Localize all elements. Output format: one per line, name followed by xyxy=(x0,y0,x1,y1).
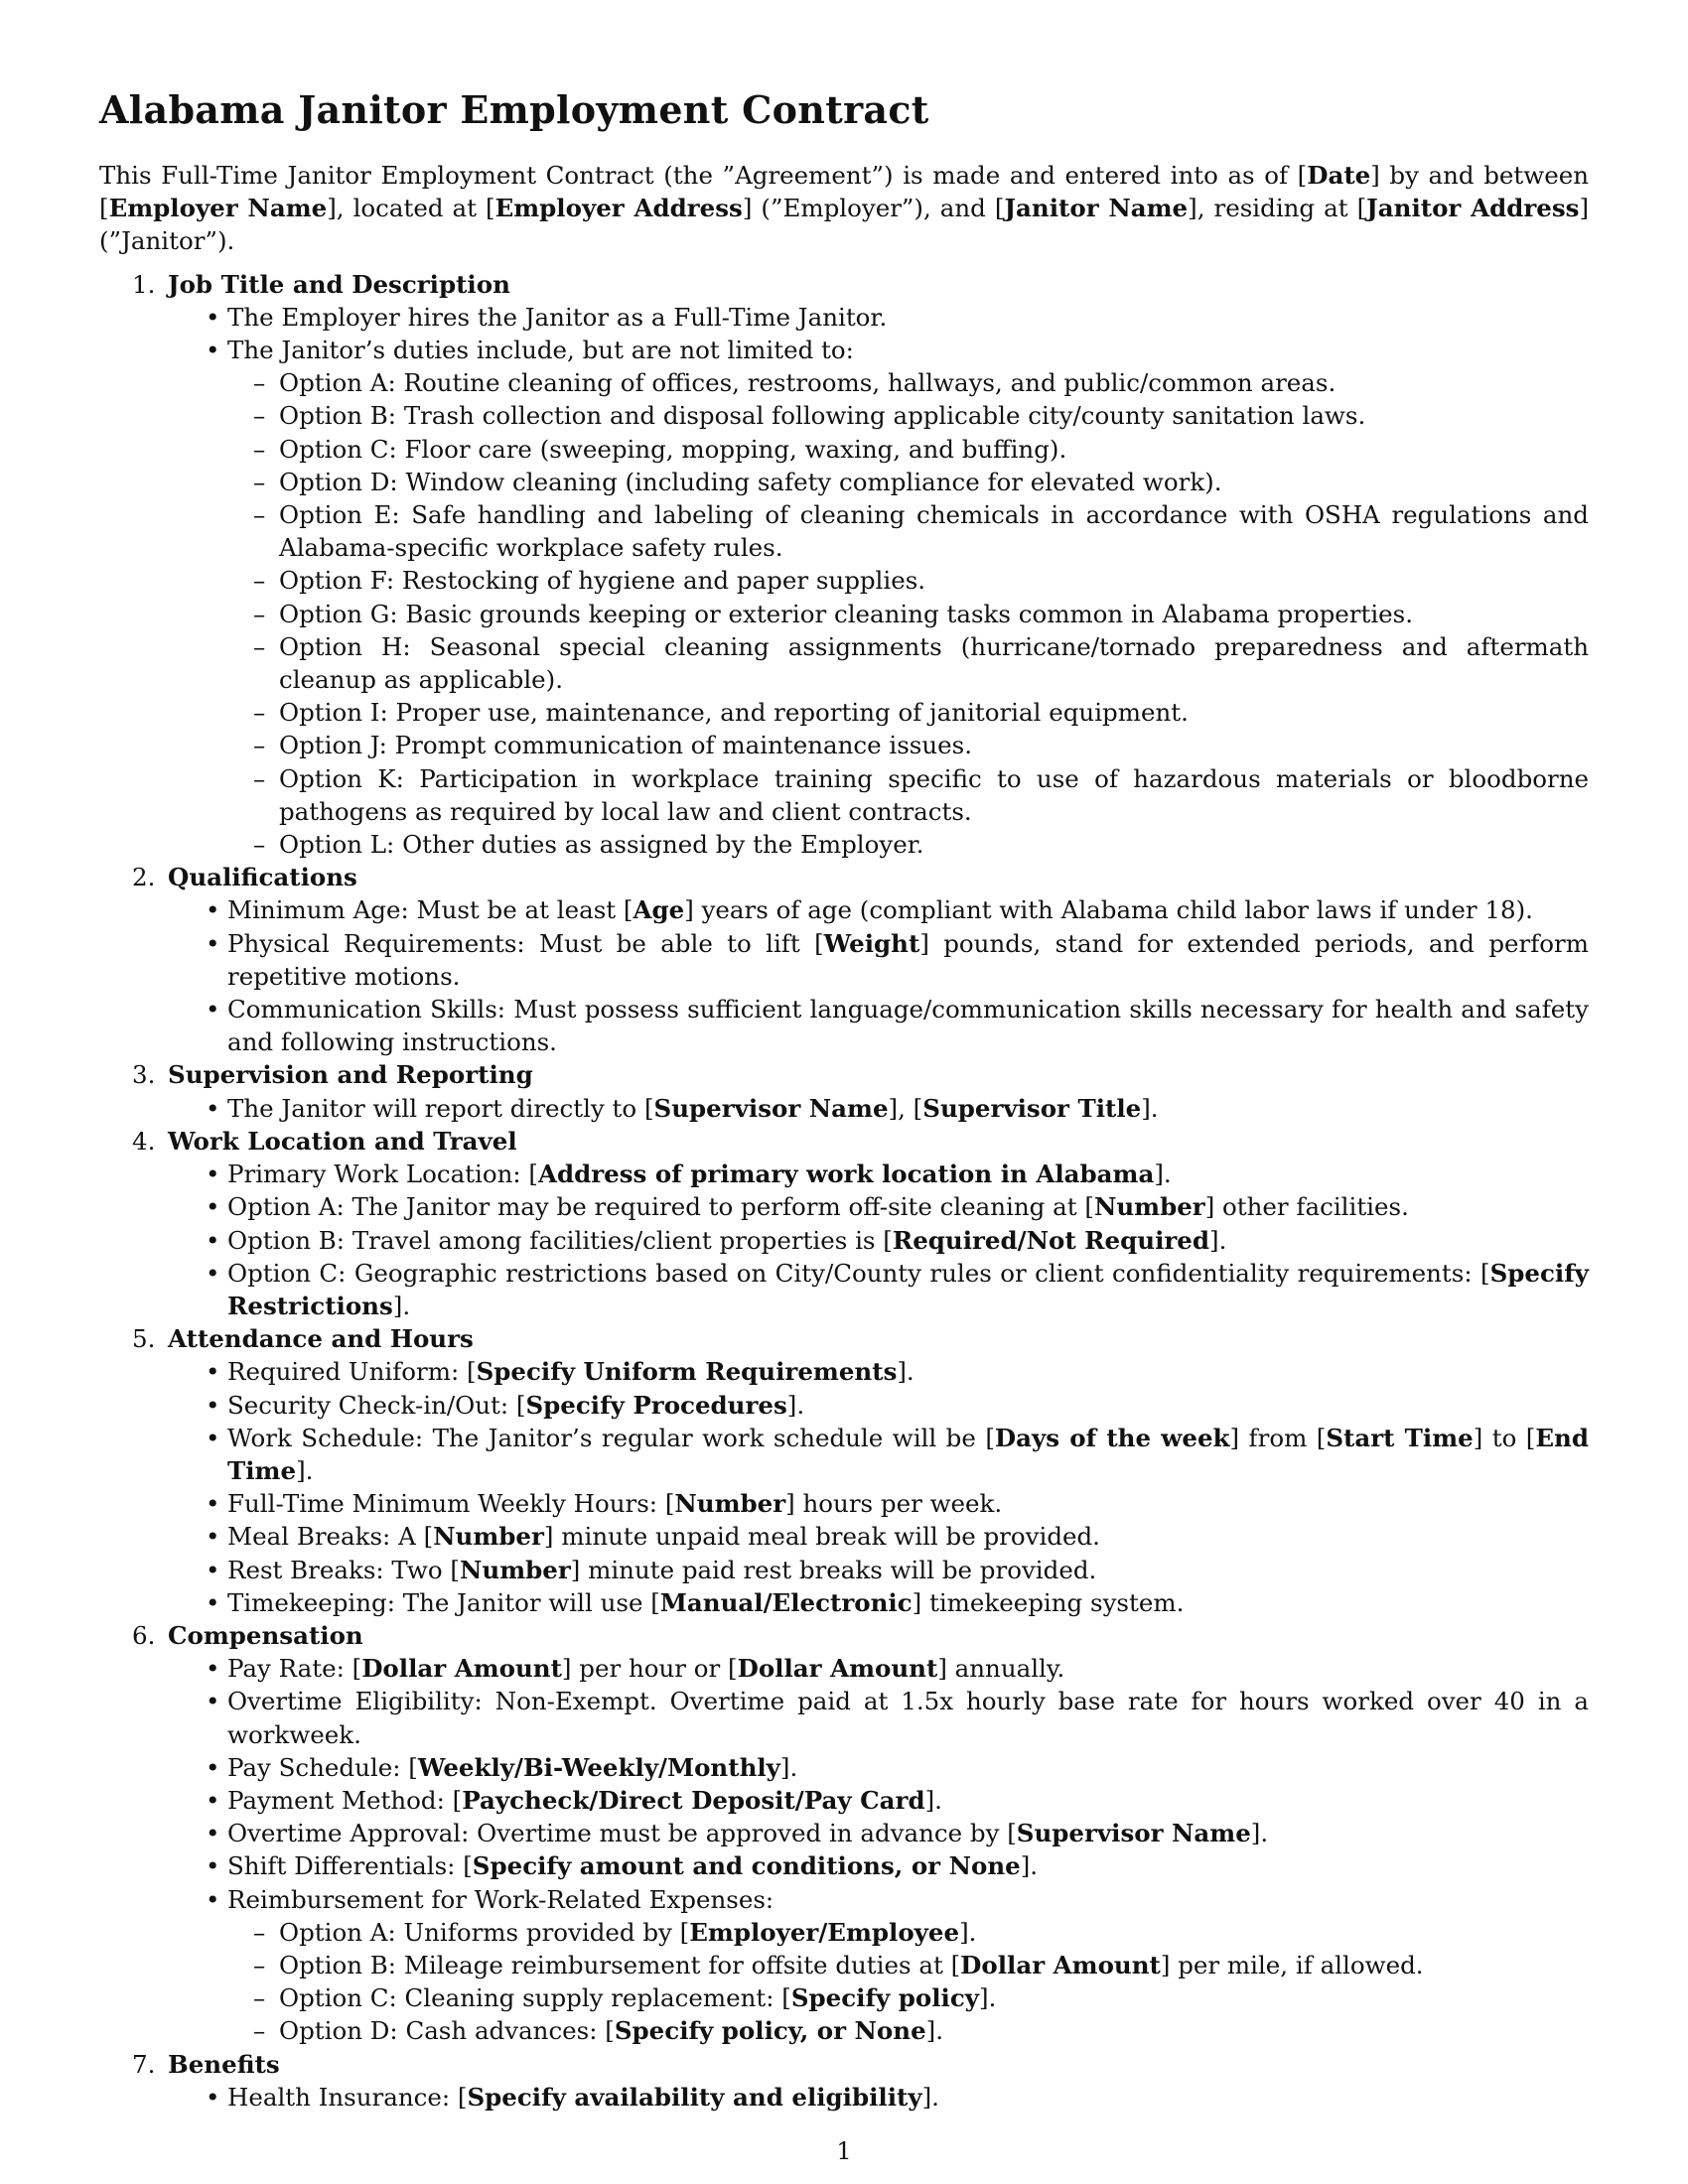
bullet-item xyxy=(227,1751,1589,1784)
document-page xyxy=(99,87,1589,2114)
text-run: ] years of age (compliant with Alabama child labor laws if under 18). xyxy=(684,895,1533,925)
placeholder-field: Employer/Employee xyxy=(689,1917,960,1947)
bullet-list xyxy=(168,301,1589,861)
bullet-item xyxy=(227,1355,1589,1388)
bullet-list xyxy=(168,1355,1589,1619)
placeholder-field: Specify availability and eligibility xyxy=(467,2082,922,2112)
text-run: Health Insurance: [ xyxy=(227,2082,468,2112)
text-run: Option A: The Janitor may be required to perform off-site cleaning at [ xyxy=(227,1192,1094,1222)
bullet-item xyxy=(227,1224,1589,1257)
text-run: ], located at [ xyxy=(327,194,495,223)
text-run: Meal Breaks: A [ xyxy=(227,1522,434,1552)
text-run: ] (”Employer”), and [ xyxy=(742,194,1005,223)
text-run: ] to [ xyxy=(1473,1423,1536,1452)
text-run: Security Check-in/Out: [ xyxy=(227,1390,526,1420)
placeholder-field: Supervisor Name xyxy=(653,1093,889,1123)
bullet-list xyxy=(168,1092,1589,1125)
placeholder-field: Number xyxy=(433,1522,544,1552)
bullet-item xyxy=(227,1652,1589,1685)
bullet-item xyxy=(227,334,1589,861)
placeholder-field: Days of the week xyxy=(994,1423,1230,1452)
text-run: Physical Requirements: Must be able to lift [ xyxy=(227,928,824,958)
placeholder-field: Employer Address xyxy=(494,194,743,223)
placeholder-field: Supervisor Title xyxy=(922,1093,1142,1123)
placeholder-field: Specify Restrictions xyxy=(227,1258,1589,1320)
placeholder-field: Weight xyxy=(823,928,920,958)
intro-paragraph xyxy=(99,159,1589,258)
text-run: Required Uniform: [ xyxy=(227,1357,477,1387)
text-run: ] minute paid rest breaks will be provided. xyxy=(570,1555,1097,1584)
section-3 xyxy=(132,1058,1589,1124)
placeholder-field: Janitor Address xyxy=(1366,194,1580,223)
text-run: ]. xyxy=(959,1917,977,1947)
bullet-item xyxy=(227,2081,1589,2114)
option-item xyxy=(279,466,1589,498)
section-number: 3. xyxy=(132,1060,156,1090)
text-run: Pay Schedule: [ xyxy=(227,1752,418,1782)
text-run: ]. xyxy=(924,1785,942,1815)
text-run: Option B: Trash collection and disposal following applicable city/county sanitation laws. xyxy=(279,401,1366,431)
bullet-item xyxy=(227,1257,1589,1322)
bullet-item xyxy=(227,893,1589,926)
bullet-item xyxy=(227,1554,1589,1586)
text-run: Full-Time Minimum Weekly Hours: [ xyxy=(227,1489,675,1519)
text-run: ]. xyxy=(925,2016,944,2046)
bullet-item xyxy=(227,301,1589,334)
bullet-item xyxy=(227,927,1589,993)
section-title: Supervision and Reporting xyxy=(168,1060,533,1090)
text-run: Reimbursement for Work-Related Expenses: xyxy=(227,1884,774,1914)
text-run: Overtime Eligibility: Non-Exempt. Overtime paid at 1.5x hourly base rate for hours worked over 40 in a workweek. xyxy=(227,1687,1589,1749)
page-number: 1 xyxy=(836,2137,852,2165)
bullet-item xyxy=(227,1817,1589,1849)
placeholder-field: Dollar Amount xyxy=(361,1654,562,1684)
option-list xyxy=(227,1916,1589,2048)
text-run: Timekeeping: The Janitor will use [ xyxy=(227,1587,660,1617)
section-1 xyxy=(132,268,1589,862)
bullet-item xyxy=(227,1389,1589,1422)
text-run: ] pounds, stand for extended periods, and perform repetitive motions. xyxy=(227,928,1589,991)
option-item xyxy=(279,1916,1589,1949)
placeholder-field: Dollar Amount xyxy=(960,1950,1161,1979)
text-run: ] by and between [ xyxy=(99,161,1589,223)
bullet-item xyxy=(227,1487,1589,1520)
text-run: The Janitor’s duties include, but are not limited to: xyxy=(227,336,854,365)
bullet-item xyxy=(227,1849,1589,1882)
section-list xyxy=(99,268,1589,2114)
option-item xyxy=(279,498,1589,564)
option-item xyxy=(279,564,1589,597)
section-number: 4. xyxy=(132,1126,156,1156)
text-run: Option J: Prompt communication of maintenance issues. xyxy=(279,731,972,760)
bullet-item xyxy=(227,1422,1589,1487)
section-7 xyxy=(132,2048,1589,2114)
bullet-item xyxy=(227,1883,1589,2048)
bullet-item xyxy=(227,1586,1589,1619)
text-run: ] per mile, if allowed. xyxy=(1160,1950,1424,1979)
option-item xyxy=(279,729,1589,761)
placeholder-field: Specify policy xyxy=(790,1983,979,2013)
bullet-item xyxy=(227,1158,1589,1190)
text-run: Option A: Routine cleaning of offices, restrooms, hallways, and public/common areas. xyxy=(279,368,1336,398)
placeholder-field: Start Time xyxy=(1326,1423,1474,1452)
text-run: ]. xyxy=(1154,1160,1172,1189)
text-run: Option D: Window cleaning (including safety compliance for elevated work). xyxy=(279,467,1222,496)
placeholder-field: Date xyxy=(1307,161,1371,190)
text-run: Rest Breaks: Two [ xyxy=(227,1555,460,1584)
option-item xyxy=(279,630,1589,696)
section-number: 1. xyxy=(132,269,156,299)
text-run: Option D: Cash advances: [ xyxy=(279,2016,615,2046)
bullet-item xyxy=(227,1092,1589,1125)
placeholder-field: Address of primary work location in Alabama xyxy=(538,1160,1155,1189)
text-run: ] hours per week. xyxy=(785,1489,1003,1519)
text-run: ], residing at [ xyxy=(1188,194,1367,223)
text-run: Work Schedule: The Janitor’s regular work schedule will be [ xyxy=(227,1423,995,1452)
bullet-list xyxy=(168,1158,1589,1322)
option-item xyxy=(279,399,1589,432)
text-run: Option C: Floor care (sweeping, mopping, waxing, and buffing). xyxy=(279,434,1067,464)
text-run: Shift Differentials: [ xyxy=(227,1851,473,1881)
placeholder-field: Paycheck/Direct Deposit/Pay Card xyxy=(462,1785,925,1815)
text-run: This Full-Time Janitor Employment Contract (the ”Agreement”) is made and entered into as of [ xyxy=(99,161,1308,190)
text-run: Primary Work Location: [ xyxy=(227,1160,538,1189)
text-run: Option L: Other duties as assigned by the Employer. xyxy=(279,830,924,860)
section-2 xyxy=(132,861,1589,1058)
placeholder-field: Age xyxy=(633,895,685,925)
text-run: Option B: Mileage reimbursement for offsite duties at [ xyxy=(279,1950,961,1979)
section-number: 6. xyxy=(132,1620,156,1650)
text-run: Option G: Basic grounds keeping or exterior cleaning tasks common in Alabama properties. xyxy=(279,599,1414,628)
text-run: ]. xyxy=(392,1291,411,1320)
text-run: ]. xyxy=(921,2082,939,2112)
bullet-list xyxy=(168,1652,1589,2047)
text-run: ]. xyxy=(1141,1093,1159,1123)
option-item xyxy=(279,828,1589,861)
text-run: ]. xyxy=(779,1752,798,1782)
text-run: Option H: Seasonal special cleaning assignments (hurricane/tornado preparedness and aftermath cleanup as applicable). xyxy=(279,631,1589,695)
placeholder-field: Supervisor Name xyxy=(1016,1819,1251,1848)
option-item xyxy=(279,598,1589,630)
text-run: ] per hour or [ xyxy=(561,1654,738,1684)
section-number: 7. xyxy=(132,2049,156,2079)
text-run: ] (”Janitor”). xyxy=(99,194,1589,256)
bullet-list xyxy=(168,893,1589,1058)
text-run: Option K: Participation in workplace training specific to use of hazardous materials or bloodborne pathogens as required by local law and client contracts. xyxy=(279,763,1589,826)
section-number: 5. xyxy=(132,1324,156,1354)
section-4 xyxy=(132,1125,1589,1322)
section-number: 2. xyxy=(132,863,156,892)
bullet-item xyxy=(227,1190,1589,1223)
placeholder-field: Number xyxy=(674,1489,786,1519)
bullet-item xyxy=(227,993,1589,1058)
placeholder-field: Specify Procedures xyxy=(525,1390,787,1420)
placeholder-field: Employer Name xyxy=(108,194,328,223)
placeholder-field: Required/Not Required xyxy=(892,1225,1210,1255)
bullet-item xyxy=(227,1784,1589,1817)
option-list xyxy=(227,366,1589,861)
text-run: ]. xyxy=(296,1455,314,1485)
placeholder-field: Specify Uniform Requirements xyxy=(476,1357,898,1387)
text-run: ] from [ xyxy=(1229,1423,1327,1452)
text-run: ] other facilities. xyxy=(1204,1192,1409,1222)
text-run: ] minute unpaid meal break will be provided. xyxy=(543,1522,1100,1552)
option-item xyxy=(279,696,1589,729)
placeholder-field: Manual/Electronic xyxy=(659,1587,913,1617)
section-5 xyxy=(132,1322,1589,1619)
option-item xyxy=(279,1949,1589,1981)
section-title: Job Title and Description xyxy=(168,269,510,299)
placeholder-field: Weekly/Bi-Weekly/Monthly xyxy=(417,1752,780,1782)
section-6 xyxy=(132,1619,1589,2048)
bullet-item xyxy=(227,1685,1589,1750)
text-run: Option I: Proper use, maintenance, and reporting of janitorial equipment. xyxy=(279,698,1189,728)
option-item xyxy=(279,433,1589,466)
text-run: The Janitor will report directly to [ xyxy=(227,1093,654,1123)
placeholder-field: Number xyxy=(459,1555,571,1584)
bullet-list xyxy=(168,2081,1589,2114)
text-run: Option E: Safe handling and labeling of cleaning chemicals in accordance with OSHA regulations and Alabama-specific workplace safety rules. xyxy=(279,500,1589,563)
section-title: Compensation xyxy=(168,1620,363,1650)
text-run: Option C: Geographic restrictions based on City/County rules or client confidentiality requirements: [ xyxy=(227,1258,1490,1288)
text-run: The Employer hires the Janitor as a Full-Time Janitor. xyxy=(227,302,888,332)
bullet-item xyxy=(227,1520,1589,1553)
text-run: ]. xyxy=(1209,1225,1227,1255)
option-item xyxy=(279,1981,1589,2014)
option-item xyxy=(279,2014,1589,2047)
section-title: Qualifications xyxy=(168,863,357,892)
text-run: Minimum Age: Must be at least [ xyxy=(227,895,633,925)
text-run: ]. xyxy=(786,1390,805,1420)
placeholder-field: Specify amount and conditions, or None xyxy=(472,1851,1021,1881)
placeholder-field: Specify policy, or None xyxy=(614,2016,926,2046)
text-run: Option B: Travel among facilities/client properties is [ xyxy=(227,1225,893,1255)
section-title: Benefits xyxy=(168,2049,280,2079)
document-title: Alabama Janitor Employment Contract xyxy=(99,87,929,132)
placeholder-field: Janitor Name xyxy=(1004,194,1189,223)
option-item xyxy=(279,366,1589,399)
text-run: ]. xyxy=(979,1983,997,2013)
text-run: ]. xyxy=(1020,1851,1039,1881)
text-run: Option F: Restocking of hygiene and paper supplies. xyxy=(279,566,926,596)
text-run: Payment Method: [ xyxy=(227,1785,463,1815)
text-run: Option C: Cleaning supply replacement: [ xyxy=(279,1983,791,2013)
text-run: ], [ xyxy=(888,1093,923,1123)
text-run: ] timekeeping system. xyxy=(912,1587,1185,1617)
text-run: Pay Rate: [ xyxy=(227,1654,362,1684)
text-run: ]. xyxy=(897,1357,914,1387)
text-run: Option A: Uniforms provided by [ xyxy=(279,1917,690,1947)
placeholder-field: End Time xyxy=(227,1423,1589,1485)
text-run: Communication Skills: Must possess sufficient language/communication skills necessary for health and safety and following instructions. xyxy=(227,995,1589,1057)
text-run: ]. xyxy=(1250,1819,1269,1848)
text-run: Overtime Approval: Overtime must be approved in advance by [ xyxy=(227,1819,1017,1848)
section-title: Work Location and Travel xyxy=(168,1126,517,1156)
placeholder-field: Number xyxy=(1093,1192,1205,1222)
option-item xyxy=(279,762,1589,828)
section-title: Attendance and Hours xyxy=(168,1324,474,1354)
placeholder-field: Dollar Amount xyxy=(737,1654,938,1684)
text-run: ] annually. xyxy=(937,1654,1065,1684)
